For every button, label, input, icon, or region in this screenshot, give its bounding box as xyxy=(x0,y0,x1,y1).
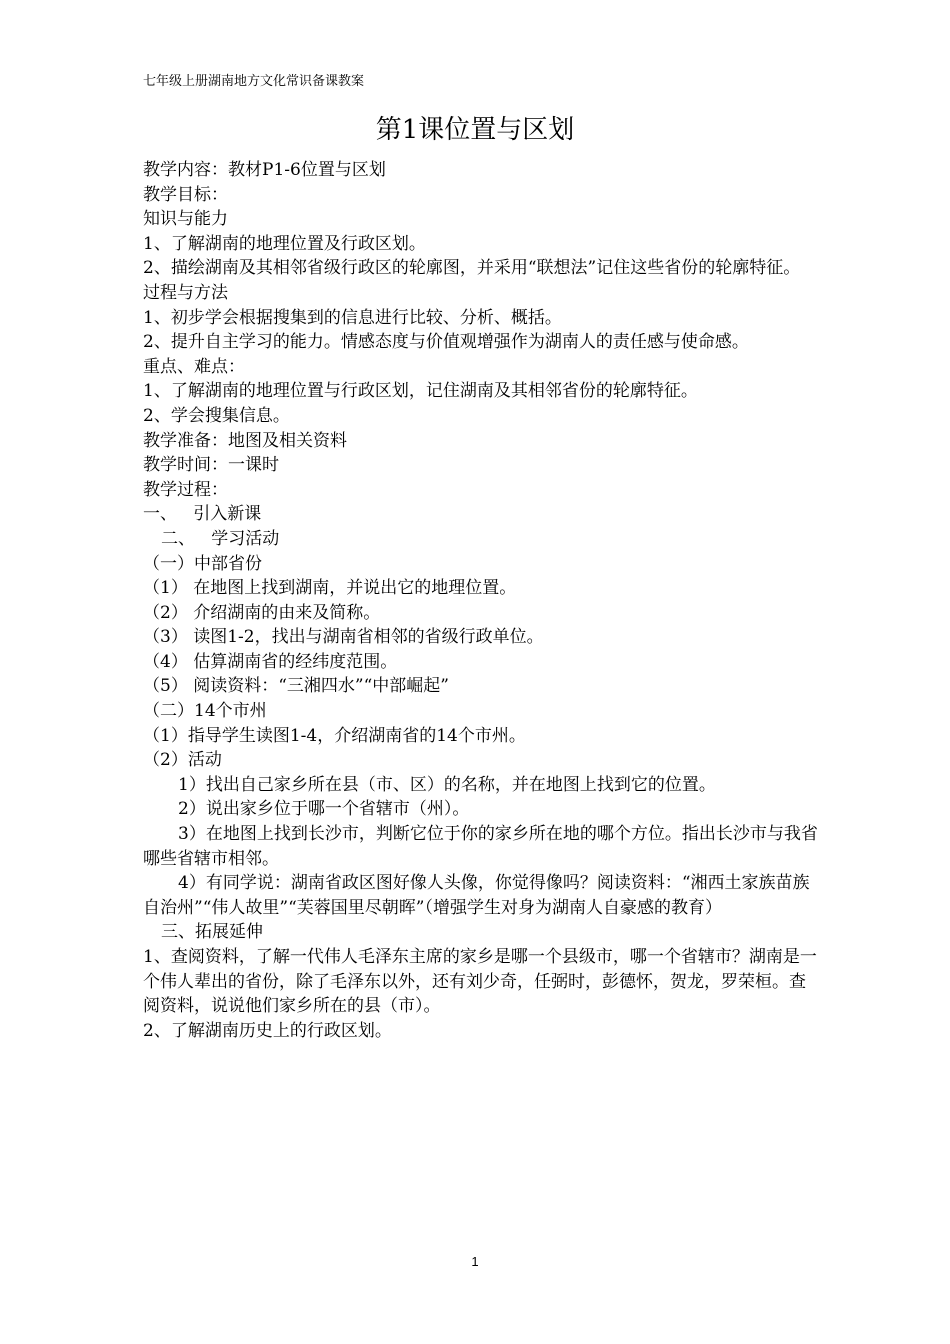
header-note: 七年级上册湖南地方文化常识备课教案 xyxy=(143,74,365,89)
text-line: 1、初步学会根据搜集到的信息进行比较、分析、概括。 xyxy=(143,307,562,328)
text-line: 二、 学习活动 xyxy=(161,528,280,549)
text-line: （2）活动 xyxy=(143,750,222,771)
text-line: （3） 读图1-2，找出与湖南省相邻的省级行政单位。 xyxy=(143,627,544,648)
text-paragraph: 1、查阅资料，了解一代伟人毛泽东主席的家乡是哪一个县级市，哪一个省辖市？湖南是一个伟人辈出的省份，除了毛泽东以外，还有刘少奇，任弼时，彭德怀，贺龙，罗荣桓。查阅资料，说说他们家乡所在的县（市）。 xyxy=(143,947,817,1017)
text-line: 2、了解湖南历史上的行政区划。 xyxy=(143,1020,392,1041)
text-line: 教学内容：教材P1-6位置与区划 xyxy=(143,160,386,180)
text-line: （1） 在地图上找到湖南，并说出它的地理位置。 xyxy=(143,578,517,599)
text-line: 教学过程： xyxy=(143,479,228,500)
text-line: （2） 介绍湖南的由来及简称。 xyxy=(143,602,381,623)
text-line: 过程与方法 xyxy=(143,282,228,303)
text-line: 重点、难点： xyxy=(143,356,245,377)
page-number: 1 xyxy=(471,1254,479,1269)
text-line: 1）找出自己家乡所在县（市、区）的名称，并在地图上找到它的位置。 xyxy=(178,774,716,795)
text-line: 一、 引入新课 xyxy=(143,504,262,525)
text-paragraph: 2、描绘湖南及其相邻省级行政区的轮廓图，并采用“联想法”记住这些省份的轮廓特征。 xyxy=(143,258,801,279)
text-line: （一）中部省份 xyxy=(143,553,262,574)
text-line: （4） 估算湖南省的经纬度范围。 xyxy=(143,651,398,672)
text-line: （二）14个市州 xyxy=(143,701,267,722)
text-line: 2）说出家乡位于哪一个省辖市（州）。 xyxy=(178,799,470,820)
text-line: （5） 阅读资料：“三湘四水”“中部崛起” xyxy=(143,676,449,697)
text-paragraph: 2、提升自主学习的能力。情感态度与价值观增强作为湖南人的责任感与使命感。 xyxy=(143,332,749,353)
text-line: 教学目标： xyxy=(143,184,228,205)
text-line: 知识与能力 xyxy=(143,209,228,230)
text-line: 教学准备：地图及相关资料 xyxy=(143,430,347,451)
text-line: 三、拓展延伸 xyxy=(161,922,263,943)
text-line: 1、了解湖南的地理位置与行政区划，记住湖南及其相邻省份的轮廓特征。 xyxy=(143,381,698,402)
text-line: 1、了解湖南的地理位置及行政区划。 xyxy=(143,233,426,254)
text-line: 教学时间：一课时 xyxy=(143,455,279,476)
page-title: 第1课位置与区划 xyxy=(375,115,575,145)
document-body xyxy=(143,158,818,1043)
text-line: 2、学会搜集信息。 xyxy=(143,405,290,426)
text-paragraph: 4）有同学说：湖南省政区图好像人头像，你觉得像吗？阅读资料：“湘西土家族苗族自治州”“伟人故里”“芙蓉国里尽朝晖”（增强学生对身为湖南人自豪感的教育） xyxy=(143,873,810,918)
text-paragraph: 3）在地图上找到长沙市，判断它位于你的家乡所在地的哪个方位。指出长沙市与我省哪些省辖市相邻。 xyxy=(143,824,818,869)
text-line: （1）指导学生读图1-4，介绍湖南省的14个市州。 xyxy=(143,725,526,746)
